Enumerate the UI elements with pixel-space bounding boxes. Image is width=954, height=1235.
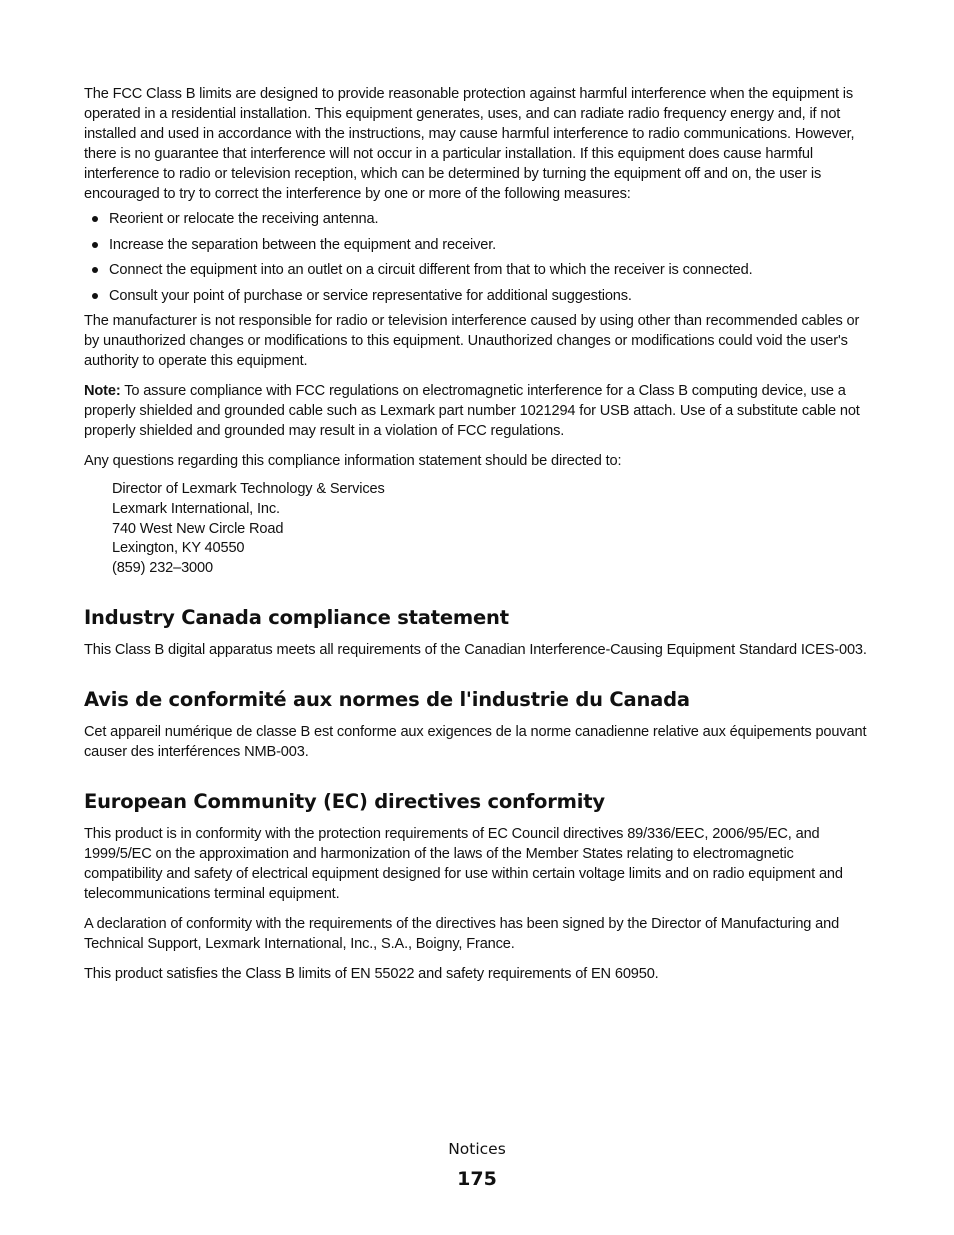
bullet-icon xyxy=(92,242,98,248)
note-text: To assure compliance with FCC regulations on electromagnetic interference for a Class B computing device, use a properly shielded and grounded cable such as Lexmark part number 1021294 for USB attach. Use of a substitute cable not properly shielded and grounded may result in a violation of FCC regulations. xyxy=(84,383,860,439)
list-item-text: Reorient or relocate the receiving antenna. xyxy=(109,211,379,227)
bullet-icon xyxy=(92,267,98,273)
ec-directives-heading: European Community (EC) directives conformity xyxy=(84,789,605,813)
bullet-icon xyxy=(92,293,98,299)
address-line: Lexington, KY 40550 xyxy=(112,540,245,557)
bullet-icon xyxy=(92,216,98,222)
list-item-text: Connect the equipment into an outlet on a circuit different from that to which the receiver is connected. xyxy=(109,262,753,278)
address-line: Lexmark International, Inc. xyxy=(112,500,280,517)
industry-canada-heading: Industry Canada compliance statement xyxy=(84,605,509,629)
list-item xyxy=(84,235,872,255)
note-paragraph xyxy=(84,381,872,441)
industry-canada-paragraph: This Class B digital apparatus meets all requirements of the Canadian Interference-Causing Equipment Standard ICES-003. xyxy=(84,641,867,658)
list-item xyxy=(84,260,872,280)
avis-canada-paragraph: Cet appareil numérique de classe B est conforme aux exigences de la norme canadienne relative aux équipements pouvant causer des interférences NMB-003. xyxy=(84,723,867,760)
questions-paragraph: Any questions regarding this compliance information statement should be directed to: xyxy=(84,453,622,469)
manufacturer-paragraph: The manufacturer is not responsible for radio or television interference caused by using other than recommended cables or by unauthorized changes or modifications to this equipment. Unauthorized changes or modifications could void the user's authority to operate this equipment. xyxy=(84,313,860,369)
footer-section-label: Notices xyxy=(448,1140,506,1158)
avis-canada-heading: Avis de conformité aux normes de l'industrie du Canada xyxy=(84,687,690,711)
address-line: Director of Lexmark Technology & Services xyxy=(112,481,385,497)
ec-conformity-paragraph: This product is in conformity with the protection requirements of EC Council directives 89/336/EEC, 2006/95/EC, and 1999/5/EC on the approximation and harmonization of the laws of the Member States relating to electromagnetic compatibility and safety of electrical equipment designed for use within certain voltage limits and on radio equipment and telecommunications terminal equipment. xyxy=(84,825,843,902)
ec-declaration-paragraph: A declaration of conformity with the requirements of the directives has been signed by the Director of Manufacturing and Technical Support, Lexmark International, Inc., S.A., Boigny, France. xyxy=(84,915,840,952)
address-line: 740 West New Circle Road xyxy=(112,520,284,537)
list-item-text: Consult your point of purchase or service representative for additional suggestions. xyxy=(109,287,632,304)
ec-limits-paragraph: This product satisfies the Class B limits of EN 55022 and safety requirements of EN 60950. xyxy=(84,965,659,982)
page-number: 175 xyxy=(457,1168,497,1190)
address-line: (859) 232–3000 xyxy=(112,560,213,577)
list-item xyxy=(84,209,872,229)
document-page xyxy=(84,84,872,984)
fcc-intro-paragraph: The FCC Class B limits are designed to provide reasonable protection against harmful interference when the equipment is operated in a residential installation. This equipment generates, uses, and can radiate radio frequency energy and, if not installed and used in accordance with the instructions, may cause harmful interference to radio communications. However, there is no guarantee that interference will not occur in a particular installation. If this equipment does cause harmful interference to radio or television reception, which can be determined by turning the equipment off and on, the user is encouraged to try to correct the interference by one or more of the following measures: xyxy=(84,86,855,202)
list-item xyxy=(84,286,872,306)
note-label: Note: xyxy=(84,383,121,399)
contact-address xyxy=(84,480,872,579)
fcc-measures-list xyxy=(84,209,872,306)
list-item-text: Increase the separation between the equipment and receiver. xyxy=(109,236,497,253)
